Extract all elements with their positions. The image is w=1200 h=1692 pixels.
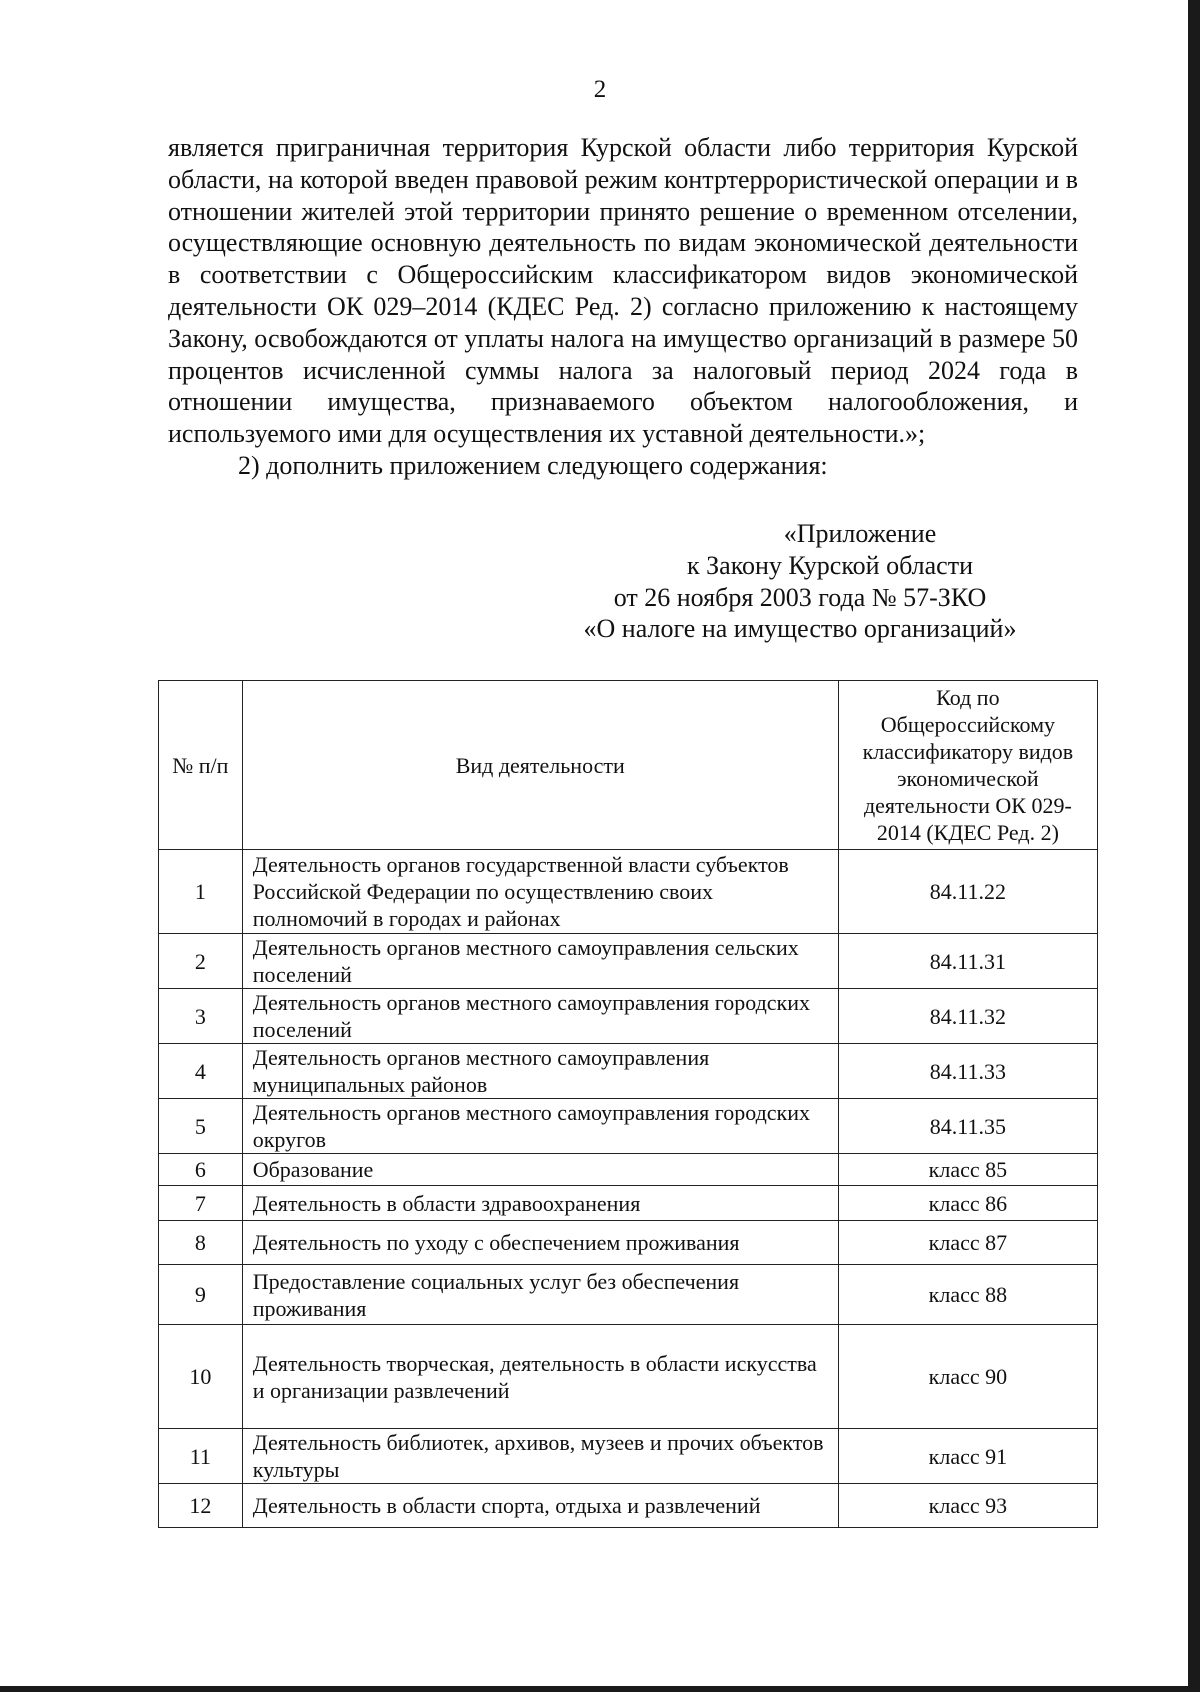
- table-header-row: [159, 681, 1098, 850]
- row-number: 1: [159, 850, 243, 934]
- header-code: Код по Общероссийскому классификатору видов экономической деятельности ОК 029-2014 (КДЕС Ред. 2): [838, 681, 1097, 850]
- appendix-header: [520, 518, 1080, 645]
- row-number: 3: [159, 989, 243, 1044]
- row-number: 6: [159, 1154, 243, 1186]
- table-row: [159, 1265, 1098, 1325]
- row-activity: Деятельность в области спорта, отдыха и развлечений: [242, 1484, 838, 1528]
- row-code: 84.11.33: [838, 1044, 1097, 1099]
- row-activity: Деятельность библиотек, архивов, музеев и прочих объектов культуры: [242, 1429, 838, 1484]
- row-code: класс 90: [838, 1325, 1097, 1429]
- row-number: 11: [159, 1429, 243, 1484]
- appendix-law-date: от 26 ноября 2003 года № 57-ЗКО: [613, 582, 987, 612]
- row-code: класс 86: [838, 1186, 1097, 1221]
- appendix-law-name: «О налоге на имущество организаций»: [583, 614, 1017, 644]
- table-row: [159, 1221, 1098, 1265]
- paragraph-item-2: 2) дополнить приложением следующего содержания:: [238, 450, 828, 480]
- row-code: 84.11.31: [838, 934, 1097, 989]
- table-row: [159, 1429, 1098, 1484]
- row-code: класс 85: [838, 1154, 1097, 1186]
- row-activity: Образование: [242, 1154, 838, 1186]
- row-number: 10: [159, 1325, 243, 1429]
- row-activity: Деятельность в области здравоохранения: [242, 1186, 838, 1221]
- row-code: класс 87: [838, 1221, 1097, 1265]
- row-activity: Предоставление социальных услуг без обеспечения проживания: [242, 1265, 838, 1325]
- page-number: 2: [593, 76, 607, 103]
- table-body: [159, 850, 1098, 1528]
- header-activity: Вид деятельности: [242, 681, 838, 850]
- row-number: 9: [159, 1265, 243, 1325]
- table-row: [159, 1044, 1098, 1099]
- row-number: 12: [159, 1484, 243, 1528]
- table-row: [159, 1099, 1098, 1154]
- row-activity: Деятельность органов местного самоуправления городских округов: [242, 1099, 838, 1154]
- table-row: [159, 1484, 1098, 1528]
- row-code: 84.11.32: [838, 989, 1097, 1044]
- table-row: [159, 1325, 1098, 1429]
- paragraph-continuation: является приграничная территория Курской области либо территория Курской области, на которой введен правовой режим контртеррористической операции и в отношении жителей этой территории принято решение о временном отселении, осуществляющие основную деятельность по видам экономической деятельности в соответствии с Общероссийским классификатором видов экономической деятельности ОК 029–2014 (КДЕС Ред. 2) согласно приложению к настоящему Закону, освобождаются от уплаты налога на имущество организаций в размере 50 процентов исчисленной суммы налога за налоговый период 2024 года в отношении имущества, признаваемого объектом налогообложения, и используемого ими для осуществления их уставной деятельности.»;: [168, 133, 1078, 449]
- activities-table: [158, 680, 1098, 1528]
- row-number: 4: [159, 1044, 243, 1099]
- appendix-title: «Приложение: [783, 519, 937, 548]
- row-activity: Деятельность органов местного самоуправления муниципальных районов: [242, 1044, 838, 1099]
- scan-edge-bottom: [0, 1686, 1200, 1692]
- row-number: 5: [159, 1099, 243, 1154]
- scan-edge-right: [1188, 0, 1200, 1692]
- table-row: [159, 934, 1098, 989]
- row-activity: Деятельность органов местного самоуправления городских поселений: [242, 989, 838, 1044]
- row-code: класс 93: [838, 1484, 1097, 1528]
- table-row: [159, 1154, 1098, 1186]
- body-text: [168, 132, 1078, 482]
- row-activity: Деятельность органов государственной власти субъектов Российской Федерации по осуществлению своих полномочий в городах и районах: [242, 850, 838, 934]
- table-row: [159, 850, 1098, 934]
- row-activity: Деятельность по уходу с обеспечением проживания: [242, 1221, 838, 1265]
- row-activity: Деятельность творческая, деятельность в области искусства и организации развлечений: [242, 1325, 838, 1429]
- row-code: класс 91: [838, 1429, 1097, 1484]
- row-number: 2: [159, 934, 243, 989]
- row-code: класс 88: [838, 1265, 1097, 1325]
- row-number: 7: [159, 1186, 243, 1221]
- row-code: 84.11.22: [838, 850, 1097, 934]
- table-row: [159, 989, 1098, 1044]
- appendix-law-ref: к Закону Курской области: [687, 550, 973, 580]
- header-num: № п/п: [159, 681, 243, 850]
- row-activity: Деятельность органов местного самоуправления сельских поселений: [242, 934, 838, 989]
- table-row: [159, 1186, 1098, 1221]
- row-code: 84.11.35: [838, 1099, 1097, 1154]
- row-number: 8: [159, 1221, 243, 1265]
